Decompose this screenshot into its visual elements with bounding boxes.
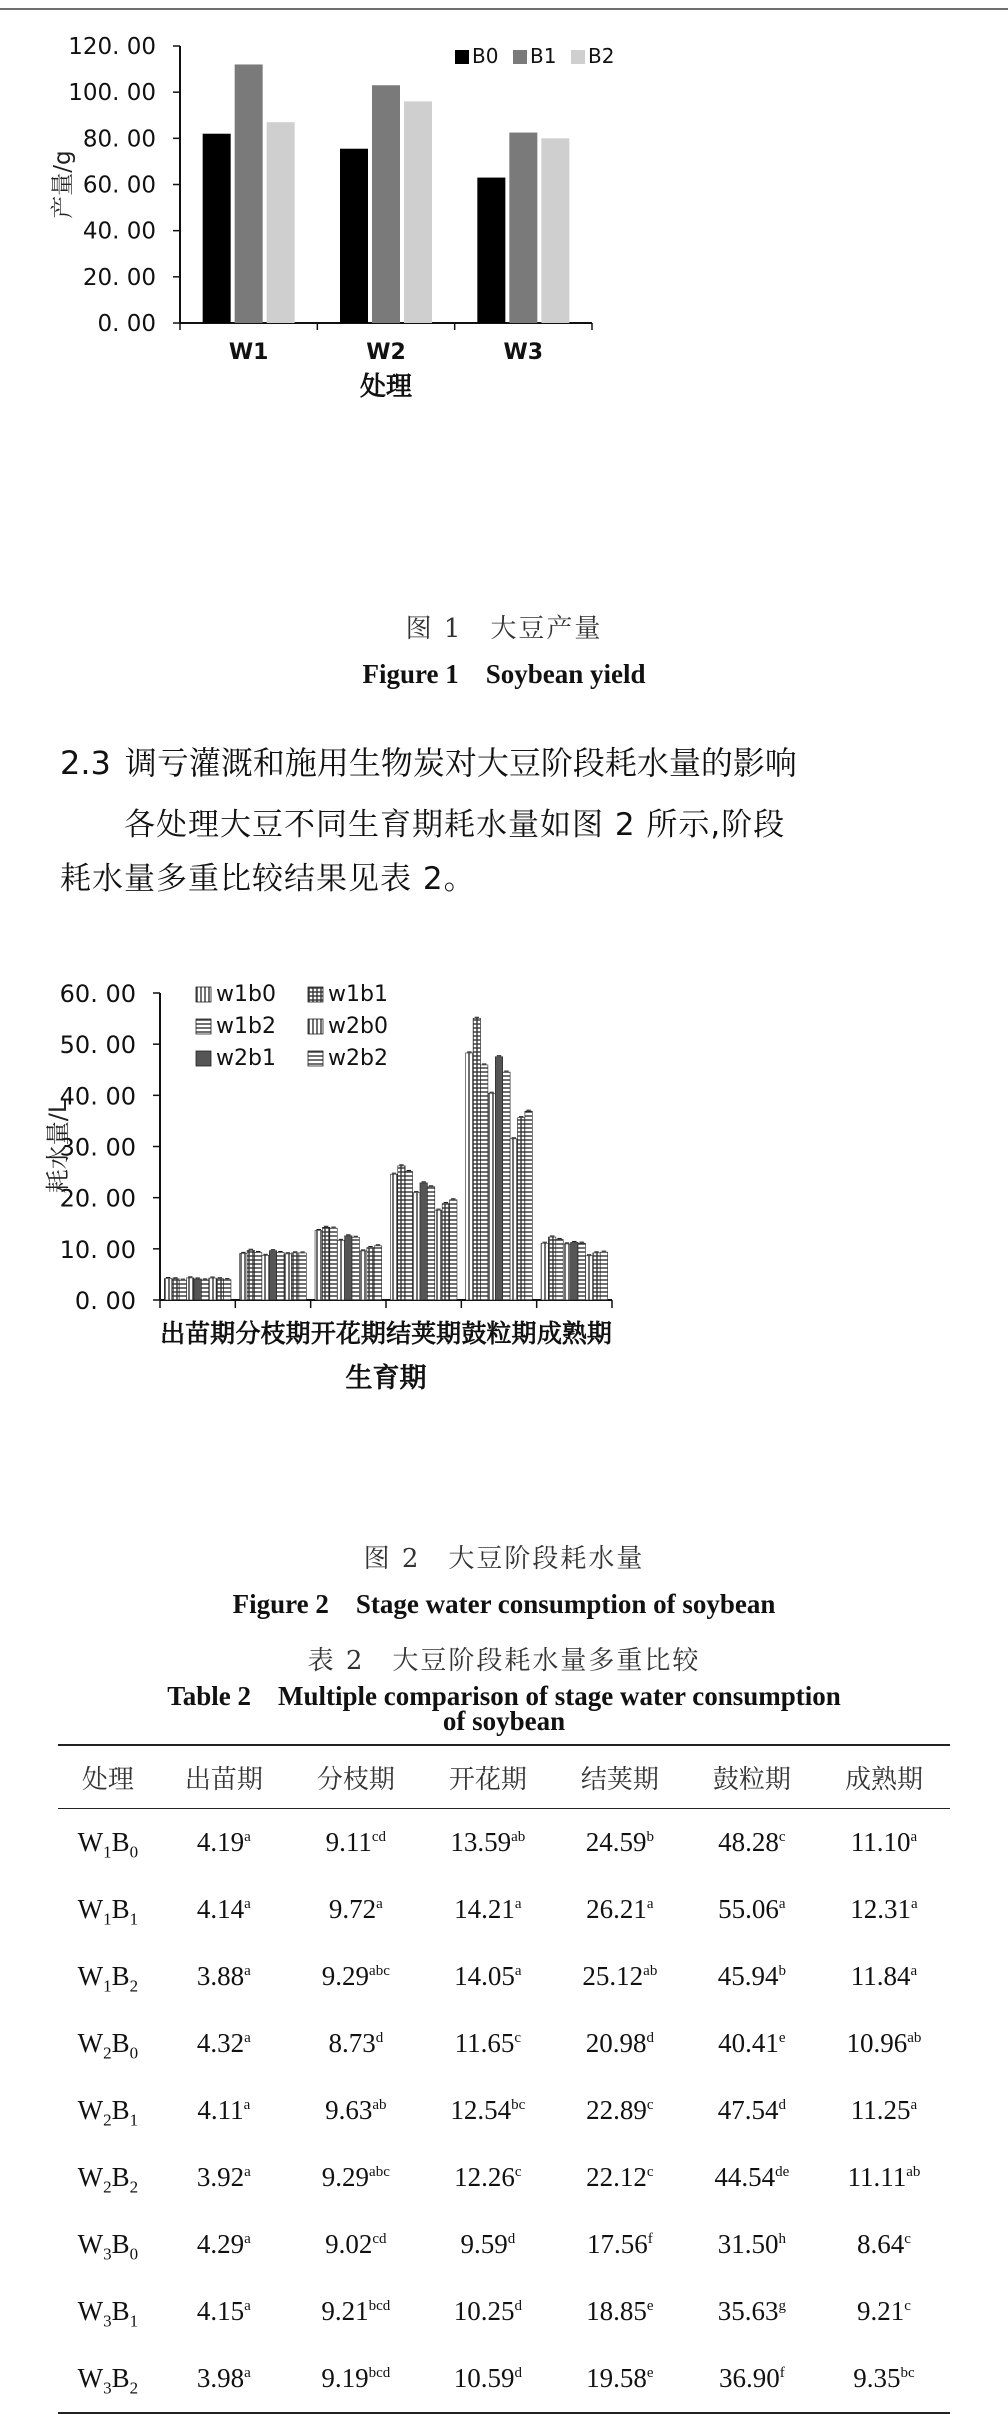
bar-w2b2-4	[503, 1072, 510, 1300]
bar-w3b0-4	[510, 1139, 517, 1300]
value-cell: 36.90$^f$	[686, 2345, 818, 2413]
value-cell: 3.92$^a$	[196, 2162, 251, 2192]
y-tick-label: 80. 00	[82, 126, 156, 153]
value-cell: 13.59$^{ab}$	[450, 1827, 526, 1857]
y-tick-label: 20. 00	[59, 1184, 136, 1213]
y-tick-label: 40. 00	[82, 218, 156, 245]
value-cell: 9.72$^a$	[328, 1894, 383, 1924]
treatment-cell: $W_2B_0$	[77, 2028, 139, 2063]
y-tick-label: 40. 00	[59, 1082, 136, 1111]
treatment-cell: $W_3B_2$	[58, 2345, 158, 2413]
value-cell: 11.84$^a$	[850, 1961, 918, 1991]
x-tick-label: 分枝期	[235, 1319, 311, 1348]
figure2-caption-en: Figure 2 Stage water consumption of soybean	[232, 1589, 776, 1619]
bar-w1b1-1	[247, 1250, 254, 1300]
y-tick-label: 0. 00	[74, 1287, 136, 1315]
y-tick-label: 50. 00	[59, 1031, 136, 1060]
value-cell: 19.58e	[554, 2345, 686, 2413]
value-cell: 9.11$^{cd}$	[325, 1827, 387, 1857]
table2-header-row	[58, 1745, 950, 1809]
table2-header-5: 鼓粒期	[686, 1745, 818, 1809]
bar-B2-W3	[541, 138, 569, 323]
value-cell: 48.28$^c$	[718, 1827, 786, 1857]
bar-w2b2-2	[352, 1237, 359, 1300]
value-cell: 35.63$^g$	[717, 2296, 786, 2326]
bar-w1b0-1	[240, 1253, 247, 1300]
figure1-caption-cn: 图 1 大豆产量	[405, 614, 603, 644]
value-cell: 44.54de	[714, 2162, 790, 2192]
value-cell: 3.98$^a$	[158, 2345, 290, 2413]
value-cell: 22.12$^c$	[586, 2162, 654, 2192]
bar-w3b0-5	[585, 1256, 592, 1300]
y-tick-label: 100. 00	[68, 80, 156, 107]
table-row	[58, 1943, 950, 2010]
treatment-cell: $W_3B_1$	[77, 2296, 139, 2331]
value-cell: 31.50$^h$	[717, 2229, 786, 2259]
value-cell: 10.25$^d$	[453, 2296, 522, 2326]
legend-label-B2: B2	[588, 44, 615, 68]
bar-w2b1-3	[420, 1183, 427, 1300]
treatment-cell: $W_1B_2$	[77, 1961, 139, 1996]
value-cell: 14.05$^a$	[454, 1961, 522, 1991]
legend-swatch-B1	[513, 50, 527, 64]
table-row	[58, 2144, 950, 2211]
table2-header-6: 成熟期	[818, 1745, 950, 1809]
table2-caption-en-line2: of soybean	[442, 1706, 566, 1736]
legend-swatch-B0	[455, 50, 469, 64]
bar-w3b0-2	[359, 1251, 366, 1300]
value-cell: 25.12$^{ab}$	[582, 1961, 658, 1991]
value-cell: 9.21$^c$	[856, 2296, 911, 2326]
value-cell: 55.06$^a$	[718, 1894, 786, 1924]
x-axis-label: 生育期	[345, 1363, 427, 1394]
legend-swatch-w1b1	[308, 987, 323, 1002]
value-cell: 14.21$^a$	[454, 1894, 522, 1924]
bar-w3b2-3	[450, 1200, 457, 1300]
table2-header-1: 出苗期	[158, 1745, 290, 1809]
bar-w1b0-3	[390, 1174, 397, 1300]
y-tick-label: 60. 00	[82, 172, 156, 199]
y-axis-label: 耗水量/L	[44, 1099, 72, 1194]
legend-label-B1: B1	[530, 44, 557, 68]
bar-w3b0-1	[284, 1254, 291, 1300]
bar-w3b2-0	[224, 1280, 231, 1300]
bar-w2b0-1	[262, 1255, 269, 1300]
bar-w1b1-2	[322, 1227, 329, 1300]
bar-w2b2-3	[427, 1187, 434, 1300]
value-cell: 9.19$^{bcd}$	[290, 2345, 422, 2413]
legend-label-w2b1: w2b1	[216, 1046, 276, 1071]
value-cell: 40.41e	[718, 2028, 786, 2058]
bar-w2b1-5	[571, 1242, 578, 1300]
x-tick-label: 鼓粒期	[461, 1319, 537, 1348]
value-cell: 11.10$^a$	[850, 1827, 918, 1857]
bar-w1b1-4	[473, 1018, 480, 1300]
bar-w2b1-1	[269, 1251, 276, 1300]
value-cell: 11.25$^a$	[850, 2095, 918, 2125]
bar-w3b2-2	[374, 1246, 381, 1300]
value-cell: 9.21$^{bcd}$	[321, 2296, 391, 2326]
y-tick-label: 10. 00	[59, 1235, 136, 1264]
bar-B1-W3	[509, 133, 537, 323]
treatment-cell: $W_3B_0$	[77, 2229, 139, 2264]
legend-swatch-w1b2	[196, 1019, 211, 1034]
bar-w1b1-3	[398, 1166, 405, 1300]
bar-w3b2-5	[600, 1252, 607, 1300]
value-cell: 47.54$^d$	[717, 2095, 786, 2125]
value-cell: 24.59$^b$	[585, 1827, 654, 1857]
value-cell: 9.35$^{bc}$	[818, 2345, 950, 2413]
bar-w2b1-2	[345, 1236, 352, 1300]
figure1-chart	[0, 30, 1008, 600]
bar-w1b0-5	[541, 1243, 548, 1300]
bar-w3b2-4	[525, 1111, 532, 1300]
bar-w2b0-4	[488, 1093, 495, 1300]
legend-swatch-w2b2	[308, 1051, 323, 1066]
treatment-cell: $W_2B_1$	[77, 2095, 139, 2130]
x-tick-label: W1	[228, 340, 269, 365]
value-cell: 4.19$^a$	[196, 1827, 251, 1857]
value-cell: 26.21$^a$	[586, 1894, 654, 1924]
section-heading	[60, 738, 960, 784]
bar-w1b0-4	[466, 1053, 473, 1300]
value-cell: 17.56$^f$	[586, 2229, 653, 2259]
table2-header-0: 处理	[58, 1745, 158, 1809]
bar-w3b2-1	[299, 1253, 306, 1300]
bar-w3b1-0	[216, 1279, 223, 1300]
bar-w3b1-2	[367, 1248, 374, 1300]
y-tick-label: 120. 00	[68, 34, 156, 60]
value-cell: 11.65$^c$	[454, 2028, 522, 2058]
value-cell: 4.14$^a$	[196, 1894, 251, 1924]
table-row	[58, 1876, 950, 1943]
value-cell: 10.59$^d$	[422, 2345, 554, 2413]
table2-header-2: 分枝期	[290, 1745, 422, 1809]
bar-w1b2-0	[179, 1280, 186, 1300]
table-row	[58, 2345, 950, 2413]
x-tick-label: 结荚期	[386, 1319, 462, 1348]
value-cell: 9.29$^{abc}$	[321, 2162, 390, 2192]
x-tick-label: 开花期	[310, 1319, 386, 1348]
value-cell: 4.15$^a$	[196, 2296, 251, 2326]
bar-w3b0-3	[435, 1210, 442, 1300]
value-cell: 9.02$^{cd}$	[325, 2229, 387, 2259]
bar-B0-W2	[340, 149, 368, 323]
table-row	[58, 2278, 950, 2345]
legend-swatch-w2b1	[196, 1051, 211, 1066]
bar-w2b1-4	[495, 1057, 502, 1300]
treatment-cell: $W_2B_2$	[77, 2162, 139, 2197]
y-axis-label: 产量/g	[50, 150, 76, 219]
legend-swatch-w1b0	[196, 987, 211, 1002]
value-cell: 4.32$^a$	[196, 2028, 251, 2058]
table2-body	[58, 1809, 950, 2414]
bar-B2-W2	[404, 101, 432, 323]
table2-caption-cn: 表 2 大豆阶段耗水量多重比较	[307, 1646, 701, 1676]
table2	[58, 1744, 950, 2414]
bar-w3b1-3	[442, 1204, 449, 1300]
y-tick-label: 60. 00	[59, 980, 136, 1008]
table-row	[58, 1809, 950, 1877]
table2-header-3: 开花期	[422, 1745, 554, 1809]
value-cell: 4.11$^a$	[197, 2095, 251, 2125]
table2-caption-en-line1: Table 2 Multiple comparison of stage water consumption	[167, 1681, 841, 1711]
section-title: 调亏灌溉和施用生物炭对大豆阶段耗水量的影响	[124, 744, 797, 782]
legend-label-w2b0: w2b0	[328, 1014, 388, 1039]
bar-w1b0-0	[164, 1279, 171, 1300]
table2-header-4: 结荚期	[554, 1745, 686, 1809]
x-tick-label: 成熟期	[536, 1319, 612, 1348]
bar-w2b2-5	[578, 1243, 585, 1300]
figure1-caption-en: Figure 1 Soybean yield	[362, 659, 646, 689]
figure2-chart	[0, 955, 1008, 1515]
value-cell: 10.96$^{ab}$	[846, 2028, 922, 2058]
bar-w1b1-5	[548, 1237, 555, 1300]
legend-swatch-w2b0	[308, 1019, 323, 1034]
value-cell: 20.98$^d$	[585, 2028, 654, 2058]
legend-label-w1b2: w1b2	[216, 1014, 276, 1039]
table-row	[58, 2211, 950, 2278]
y-tick-label: 0. 00	[97, 311, 156, 337]
bar-w1b2-4	[481, 1065, 488, 1300]
table-row	[58, 2077, 950, 2144]
value-cell: 9.63$^{ab}$	[325, 2095, 387, 2125]
bar-w2b2-1	[277, 1252, 284, 1300]
bar-w1b2-5	[556, 1239, 563, 1300]
bar-w2b0-5	[563, 1244, 570, 1300]
value-cell: 3.88$^a$	[196, 1961, 251, 1991]
value-cell: 12.26$^c$	[454, 2162, 522, 2192]
bar-w3b1-1	[292, 1253, 299, 1300]
bar-w2b0-3	[413, 1193, 420, 1300]
bar-w2b0-0	[187, 1278, 194, 1300]
bar-w3b0-0	[209, 1278, 216, 1300]
bar-B1-W2	[372, 85, 400, 323]
x-axis-label: 处理	[359, 372, 413, 402]
bar-B1-W1	[235, 64, 263, 323]
bar-w1b2-1	[255, 1252, 262, 1300]
value-cell: 45.94$^b$	[717, 1961, 786, 1991]
bar-w1b0-2	[315, 1230, 322, 1300]
value-cell: 8.73$^d$	[328, 2028, 384, 2058]
y-tick-label: 30. 00	[59, 1133, 136, 1162]
value-cell: 9.29$^{abc}$	[321, 1961, 390, 1991]
value-cell: 9.59$^d$	[460, 2229, 516, 2259]
value-cell: 12.54$^{bc}$	[450, 2095, 526, 2125]
bar-w1b2-3	[405, 1171, 412, 1300]
x-tick-label: W3	[503, 340, 544, 365]
value-cell: 11.11$^{ab}$	[847, 2162, 921, 2192]
body-paragraph-line1: 各处理大豆不同生育期耗水量如图 2 所示,阶段	[124, 807, 786, 843]
treatment-cell: $W_1B_0$	[77, 1827, 139, 1862]
bar-w2b2-0	[201, 1280, 208, 1300]
value-cell: 12.31$^a$	[850, 1894, 918, 1924]
page-top-rule	[0, 8, 1008, 10]
legend-label-w2b2: w2b2	[328, 1046, 388, 1071]
bar-B0-W3	[477, 178, 505, 323]
value-cell: 22.89$^c$	[586, 2095, 654, 2125]
section-number: 2.3	[60, 744, 111, 782]
bar-B0-W1	[203, 134, 231, 323]
bar-w3b1-4	[518, 1118, 525, 1300]
y-tick-label: 20. 00	[82, 264, 156, 291]
legend-swatch-B2	[571, 50, 585, 64]
value-cell: 8.64$^c$	[856, 2229, 911, 2259]
x-tick-label: 出苗期	[160, 1319, 236, 1348]
figure2-caption-cn: 图 2 大豆阶段耗水量	[363, 1544, 645, 1574]
bar-w1b2-2	[330, 1228, 337, 1300]
legend-label-w1b1: w1b1	[328, 982, 388, 1007]
body-paragraph-line2: 耗水量多重比较结果见表 2。	[60, 861, 476, 897]
bar-B2-W1	[267, 122, 295, 323]
legend-label-B0: B0	[472, 44, 499, 68]
table-row	[58, 2010, 950, 2077]
bar-w2b0-2	[337, 1240, 344, 1300]
treatment-cell: $W_1B_1$	[77, 1894, 139, 1929]
bar-w2b1-0	[194, 1279, 201, 1300]
value-cell: 18.85e	[586, 2296, 654, 2326]
bar-w1b1-0	[172, 1279, 179, 1300]
value-cell: 4.29$^a$	[196, 2229, 251, 2259]
x-tick-label: W2	[366, 340, 406, 365]
bar-w3b1-5	[593, 1253, 600, 1300]
legend-label-w1b0: w1b0	[216, 982, 276, 1007]
